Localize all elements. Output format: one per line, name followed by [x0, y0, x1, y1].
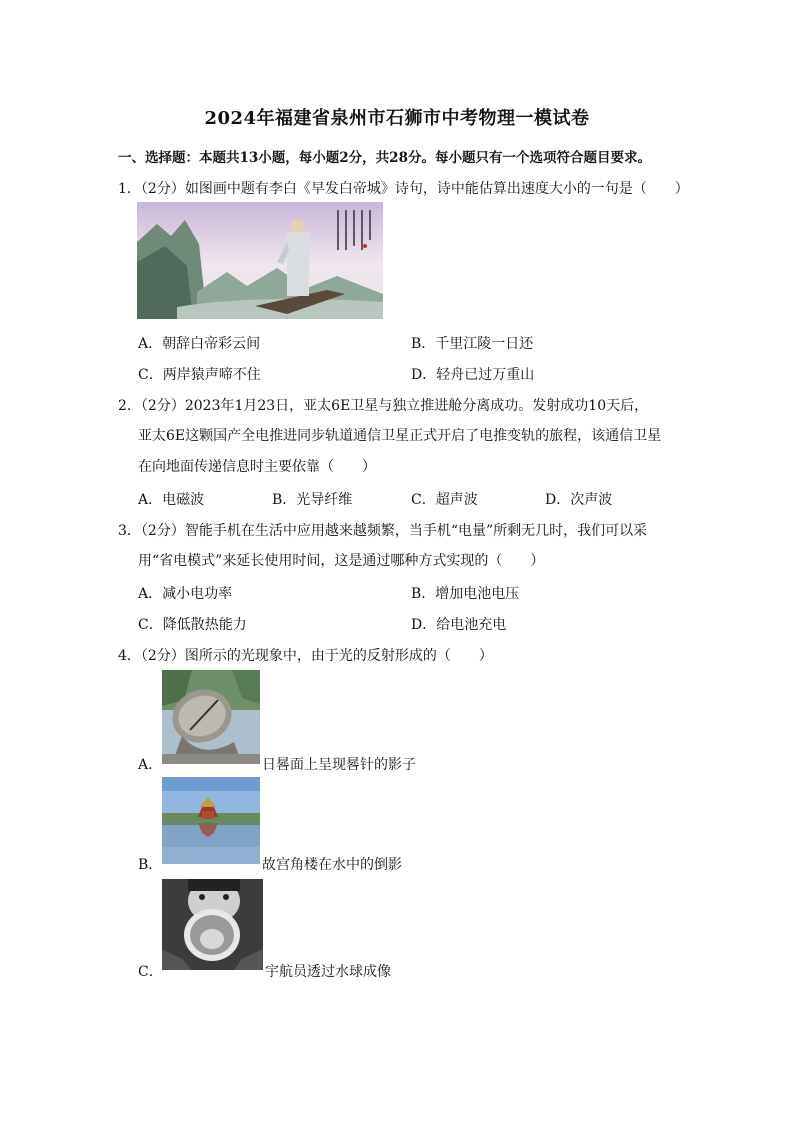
astronaut-water-ball-photo: [162, 879, 263, 970]
question-4-option-a-caption: 日晷面上呈现晷针的影子: [262, 757, 416, 773]
question-3-option-b: B．增加电池电压: [411, 586, 520, 602]
question-4-stem: 4．（2分）图所示的光现象中，由于光的反射形成的（ ）: [118, 648, 493, 664]
question-1-option-b: B．千里江陵一日还: [411, 336, 534, 352]
question-3-stem-line-1: 3．（2分）智能手机在生活中应用越来越频繁，当手机“电量”所剩无几时，我们可以采: [118, 523, 648, 539]
question-2-stem-line-3: 在向地面传递信息时主要依靠（ ）: [138, 459, 376, 475]
question-1-option-d: D．轻舟已过万重山: [411, 367, 535, 383]
question-2-option-d: D．次声波: [545, 492, 613, 508]
question-1-stem: 1．（2分）如图画中题有李白《早发白帝城》诗句，诗中能估算出速度大小的一句是（ ）: [118, 181, 689, 197]
section-heading: 一、选择题：本题共13小题，每小题2分，共28分。每小题只有一个选项符合题目要求。: [118, 150, 651, 166]
question-2-option-a: A．电磁波: [138, 492, 205, 508]
question-2-stem-line-2: 亚太6E这颗国产全电推进同步轨道通信卫星正式开启了电推变轨的旅程，该通信卫星: [138, 428, 662, 444]
exam-title: 2024年福建省泉州市石狮市中考物理一模试卷: [204, 108, 590, 129]
question-2-option-c: C．超声波: [411, 492, 478, 508]
question-4-option-a-label: A．: [138, 757, 163, 773]
question-4-option-c-caption: 宇航员透过水球成像: [265, 964, 391, 980]
question-4-option-b-label: B．: [138, 857, 163, 873]
question-3-stem-line-2: 用“省电模式”来延长使用时间，这是通过哪种方式实现的（ ）: [138, 553, 545, 569]
question-2-option-b: B．光导纤维: [272, 492, 353, 508]
question-2-stem-line-1: 2．（2分）2023年1月23日，亚太6E卫星与独立推进舱分离成功。发射成功10天后，: [118, 398, 649, 414]
question-3-option-a: A．减小电功率: [138, 586, 233, 602]
question-1-option-a: A．朝辞白帝彩云间: [138, 336, 261, 352]
poet-boat-painting: [137, 202, 383, 319]
sundial-photo: [162, 670, 260, 764]
palace-reflection-photo: [162, 777, 260, 864]
question-3-option-c: C．降低散热能力: [138, 617, 247, 633]
question-4-option-b-caption: 故宫角楼在水中的倒影: [262, 857, 402, 873]
question-1-option-c: C．两岸猿声啼不住: [138, 367, 261, 383]
question-4-option-c-label: C．: [138, 964, 163, 980]
question-3-option-d: D．给电池充电: [411, 617, 507, 633]
